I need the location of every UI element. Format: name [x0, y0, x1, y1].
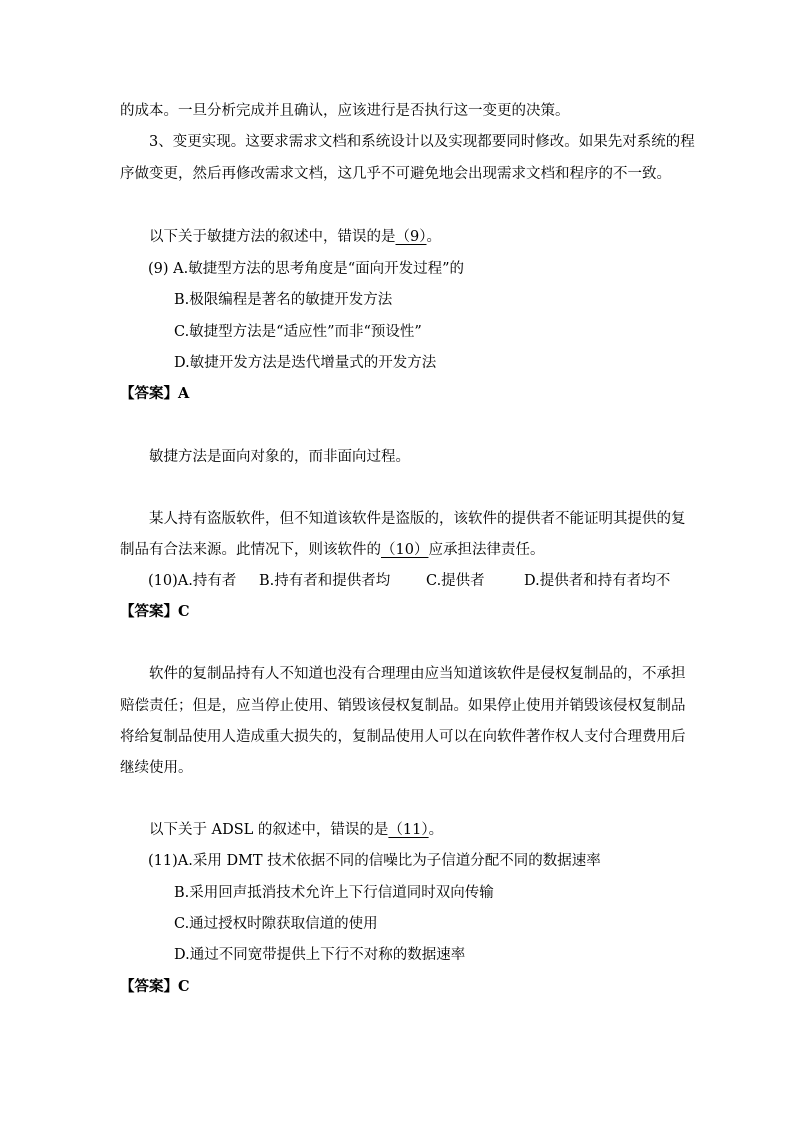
explanation-line: 敏捷方法是面向对象的，而非面向过程。	[149, 449, 410, 465]
option-c: C.敏捷型方法是“适应性”而非“预设性”	[174, 324, 422, 340]
option-b: B.持有者和提供者均	[259, 573, 391, 589]
option-c: C.提供者	[426, 573, 485, 589]
option-d: D.敏捷开发方法是迭代增量式的开发方法	[174, 355, 437, 371]
question-blank: （9）	[395, 229, 427, 245]
option-d: D.通过不同宽带提供上下行不对称的数据速率	[174, 947, 466, 963]
answer-value: C	[178, 603, 190, 620]
option-a: (11)A.采用 DMT 技术依据不同的信噪比为子信道分配不同的数据速率	[148, 853, 601, 869]
option-c: C.通过授权时隙获取信道的使用	[174, 916, 378, 932]
question-stem-suffix: 应承担法律责任。	[428, 542, 545, 558]
question-stem-text: 以下关于敏捷方法的叙述中，错误的是	[149, 229, 396, 245]
explanation-line: 赔偿责任；但是，应当停止使用、销毁该侵权复制品。如果停止使用并销毁该侵权复制品	[120, 698, 686, 714]
question-blank: （11）	[388, 822, 429, 838]
option-b: B.采用回声抵消技术允许上下行信道同时双向传输	[174, 885, 494, 901]
answer-label: 【答案】	[120, 385, 178, 402]
question-blank: （10）	[381, 542, 429, 558]
question-stem: 某人持有盗版软件，但不知道该软件是盗版的，该软件的提供者不能证明其提供的复	[149, 511, 686, 527]
question-stem-suffix: 。	[426, 229, 441, 245]
explanation-line: 继续使用。	[120, 760, 193, 776]
answer-value: A	[178, 385, 190, 402]
question-stem-text: 以下关于 ADSL 的叙述中，错误的是	[149, 822, 389, 838]
option-a: (10)A.持有者	[148, 573, 237, 589]
answer-line	[120, 977, 190, 997]
answer-line	[120, 384, 189, 404]
paragraph-line: 3、变更实现。这要求需求文档和系统设计以及实现都要同时修改。如果先对系统的程	[149, 134, 695, 150]
answer-line	[120, 602, 190, 622]
question-stem	[149, 227, 441, 247]
option-a: (9) A.敏捷型方法的思考角度是“面向开发过程”的	[148, 261, 465, 277]
answer-label: 【答案】	[120, 978, 178, 995]
option-b: B.极限编程是著名的敏捷开发方法	[174, 292, 393, 308]
paragraph-line: 的成本。一旦分析完成并且确认，应该进行是否执行这一变更的决策。	[120, 103, 570, 119]
question-stem-text: 制品有合法来源。此情况下，则该软件的	[120, 542, 381, 558]
answer-label: 【答案】	[120, 603, 178, 620]
question-stem	[149, 820, 443, 840]
explanation-line: 将给复制品使用人造成重大损失的，复制品使用人可以在向软件著作权人支付合理费用后	[120, 729, 686, 745]
answer-value: C	[178, 978, 190, 995]
option-d: D.提供者和持有者均不	[524, 573, 671, 589]
question-stem	[120, 540, 544, 560]
paragraph-line: 序做变更，然后再修改需求文档，这几乎不可避免地会出现需求文档和程序的不一致。	[120, 166, 671, 182]
explanation-line: 软件的复制品持有人不知道也没有合理理由应当知道该软件是侵权复制品的，不承担	[149, 666, 686, 682]
question-stem-suffix: 。	[428, 822, 444, 838]
